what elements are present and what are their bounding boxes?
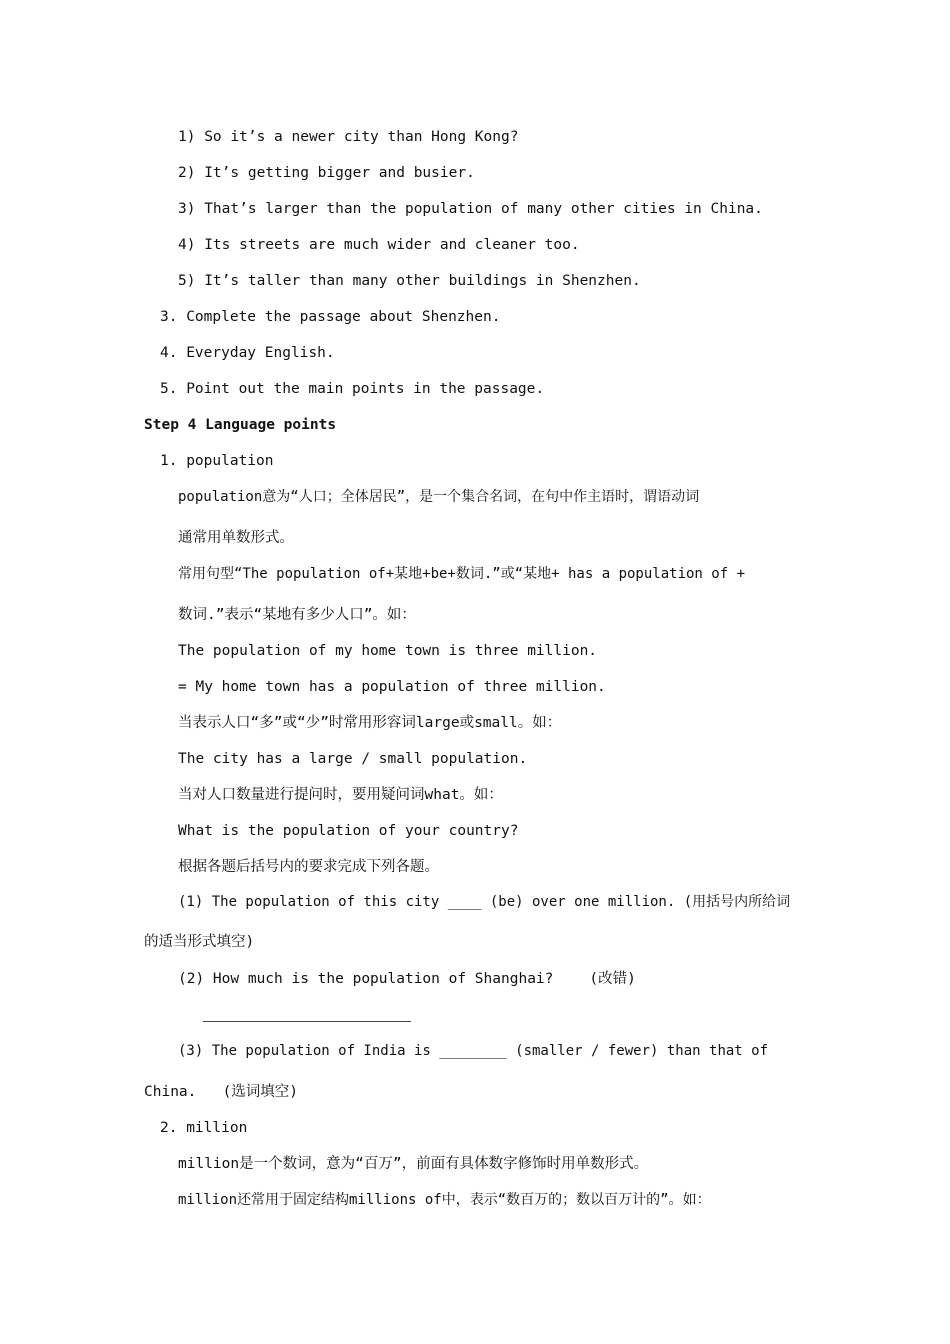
population-definition-line2: 通常用单数形式。: [178, 530, 294, 546]
example-sentence-4: What is the population of your country?: [178, 823, 519, 839]
step-item-3: 3. Complete the passage about Shenzhen.: [160, 309, 501, 325]
sub-item-2: 2) It’s getting bigger and busier.: [178, 165, 475, 181]
question-2-hint: (改错): [589, 971, 636, 987]
population-pattern-line1: 常用句型“The population of+某地+be+数词.”或“某地+ has a population of +: [178, 566, 746, 582]
step-item-4: 4. Everyday English.: [160, 345, 335, 361]
note-large-small: 当表示人口“多”或“少”时常用形容词large或small。如：: [178, 715, 562, 731]
answer-line: [203, 1021, 411, 1022]
step-item-5: 5. Point out the main points in the passage.: [160, 381, 545, 397]
question-3-line2: China. (选词填空): [144, 1084, 299, 1100]
question-1-line1: (1) The population of this city ____ (be) over one million. (用括号内所给词: [178, 894, 791, 910]
million-definition-line1: million是一个数词，意为“百万”，前面有具体数字修饰时用单数形式。: [178, 1156, 649, 1172]
point1-heading: 1. population: [160, 453, 274, 469]
point2-heading: 2. million: [160, 1120, 248, 1136]
question-2: [178, 969, 636, 989]
question-3-line1: (3) The population of India is ________ (smaller / fewer) than that of: [178, 1043, 769, 1059]
question-1-line2: 的适当形式填空): [144, 934, 255, 950]
example-sentence-3: The city has a large / small population.: [178, 751, 528, 767]
population-pattern-line2: 数词.”表示“某地有多少人口”。如：: [178, 607, 416, 623]
population-definition-line1: population意为“人口；全体居民”，是一个集合名词，在句中作主语时，谓语动词: [178, 489, 700, 505]
note-what: 当对人口数量进行提问时，要用疑问词what。如：: [178, 787, 503, 803]
exercise-instructions: 根据各题后括号内的要求完成下列各题。: [178, 859, 439, 875]
step4-heading: Step 4 Language points: [144, 417, 337, 433]
sub-item-5: 5) It’s taller than many other buildings in Shenzhen.: [178, 273, 641, 289]
example-sentence-1: The population of my home town is three million.: [178, 643, 598, 659]
sub-item-4: 4) Its streets are much wider and cleaner too.: [178, 237, 580, 253]
million-definition-line2: million还常用于固定结构millions of中，表示“数百万的；数以百万计的”。如：: [178, 1192, 711, 1208]
sub-item-1: 1) So it’s a newer city than Hong Kong?: [178, 129, 519, 145]
sub-item-3: 3) That’s larger than the population of many other cities in China.: [178, 201, 763, 217]
question-2-text: (2) How much is the population of Shanghai?: [178, 971, 554, 987]
example-sentence-2: = My home town has a population of three million.: [178, 679, 606, 695]
